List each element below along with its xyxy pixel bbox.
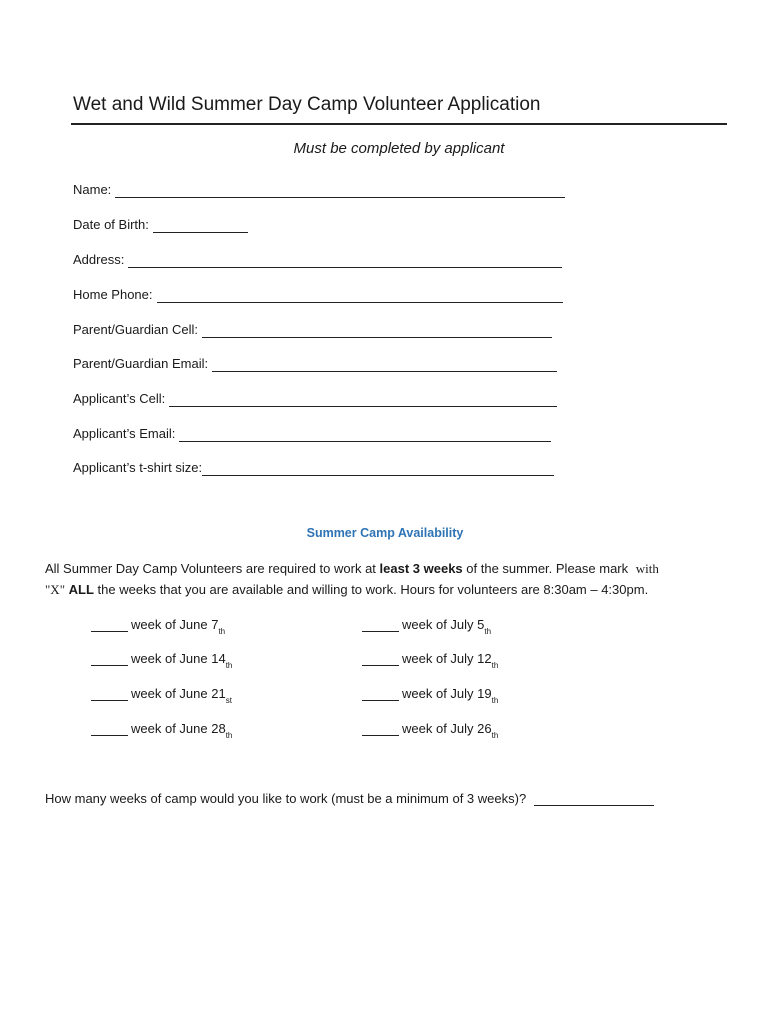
week-label: week of June 14 bbox=[131, 651, 226, 666]
week-option-june-7[interactable]: week of June 7 th bbox=[91, 617, 225, 632]
weeks-count-input-line[interactable] bbox=[534, 791, 654, 806]
parent-email-field[interactable] bbox=[73, 352, 557, 372]
applicant-cell-input-line[interactable] bbox=[169, 392, 557, 407]
address-field[interactable] bbox=[73, 248, 562, 268]
applicant-cell-field[interactable] bbox=[73, 387, 557, 407]
tshirt-size-label: Applicant’s t-shirt size: bbox=[73, 460, 203, 475]
applicant-email-label: Applicant’s Email: bbox=[73, 426, 176, 441]
week-option-july-5[interactable]: week of July 5 th bbox=[362, 617, 491, 632]
week-blank[interactable] bbox=[91, 652, 128, 666]
week-option-june-21[interactable]: week of June 21 st bbox=[91, 686, 232, 701]
para-text: "X" bbox=[45, 582, 66, 597]
week-option-july-12[interactable]: week of July 12 th bbox=[362, 651, 498, 666]
week-blank[interactable] bbox=[362, 687, 399, 701]
week-option-july-26[interactable]: week of July 26 th bbox=[362, 721, 498, 736]
address-input-line[interactable] bbox=[128, 253, 562, 268]
date-of-birth-field[interactable] bbox=[73, 213, 248, 233]
applicant-email-field[interactable] bbox=[73, 422, 551, 442]
name-input-line[interactable] bbox=[115, 183, 565, 198]
week-label: week of July 12 bbox=[402, 651, 492, 666]
week-blank[interactable] bbox=[362, 722, 399, 736]
tshirt-size-field[interactable] bbox=[73, 456, 554, 476]
para-text: All Summer Day Camp Volunteers are required to work at bbox=[45, 561, 376, 576]
para-text: with bbox=[635, 561, 659, 576]
parent-cell-field[interactable] bbox=[73, 318, 552, 338]
weeks-count-question[interactable] bbox=[45, 791, 654, 806]
subtitle: Must be completed by applicant bbox=[293, 140, 505, 157]
home-phone-input-line[interactable] bbox=[157, 288, 563, 303]
name-field[interactable] bbox=[73, 178, 565, 198]
week-option-june-28[interactable]: week of June 28 th bbox=[91, 721, 232, 736]
para-text: of the summer. Please mark bbox=[466, 561, 629, 576]
availability-paragraph-line-1 bbox=[45, 561, 725, 577]
week-blank[interactable] bbox=[91, 687, 128, 701]
week-blank[interactable] bbox=[362, 652, 399, 666]
week-label: week of June 21 bbox=[131, 686, 226, 701]
availability-paragraph-line-2 bbox=[45, 582, 725, 598]
parent-email-input-line[interactable] bbox=[212, 357, 557, 372]
week-blank[interactable] bbox=[91, 618, 128, 632]
week-label: week of June 7 bbox=[131, 617, 219, 632]
week-blank[interactable] bbox=[362, 618, 399, 632]
applicant-email-input-line[interactable] bbox=[179, 427, 551, 442]
parent-cell-label: Parent/Guardian Cell: bbox=[73, 322, 199, 337]
date-of-birth-label: Date of Birth: bbox=[73, 217, 149, 232]
availability-heading: Summer Camp Availability bbox=[306, 526, 464, 540]
week-label: week of July 19 bbox=[402, 686, 492, 701]
applicant-cell-label: Applicant’s Cell: bbox=[73, 391, 166, 406]
parent-email-label: Parent/Guardian Email: bbox=[73, 356, 209, 371]
home-phone-label: Home Phone: bbox=[73, 287, 153, 302]
para-emphasis: least 3 weeks bbox=[379, 561, 463, 576]
week-option-june-14[interactable]: week of June 14 th bbox=[91, 651, 232, 666]
address-label: Address: bbox=[73, 252, 125, 267]
tshirt-size-input-line[interactable] bbox=[202, 461, 554, 476]
page-title: Wet and Wild Summer Day Camp Volunteer Application bbox=[73, 94, 541, 115]
para-text: the weeks that you are available and willing to work. Hours for volunteers are 8:30am – 4:30pm. bbox=[97, 582, 649, 597]
question-text: How many weeks of camp would you like to work (must be a minimum of 3 weeks)? bbox=[45, 791, 527, 806]
para-emphasis: ALL bbox=[68, 582, 94, 597]
week-label: week of June 28 bbox=[131, 721, 226, 736]
week-label: week of July 5 bbox=[402, 617, 485, 632]
week-option-july-19[interactable]: week of July 19 th bbox=[362, 686, 498, 701]
name-label: Name: bbox=[73, 182, 112, 197]
date-of-birth-input-line[interactable] bbox=[153, 218, 248, 233]
week-blank[interactable] bbox=[91, 722, 128, 736]
parent-cell-input-line[interactable] bbox=[202, 323, 552, 338]
home-phone-field[interactable] bbox=[73, 283, 563, 303]
week-label: week of July 26 bbox=[402, 721, 492, 736]
title-divider bbox=[71, 123, 727, 125]
